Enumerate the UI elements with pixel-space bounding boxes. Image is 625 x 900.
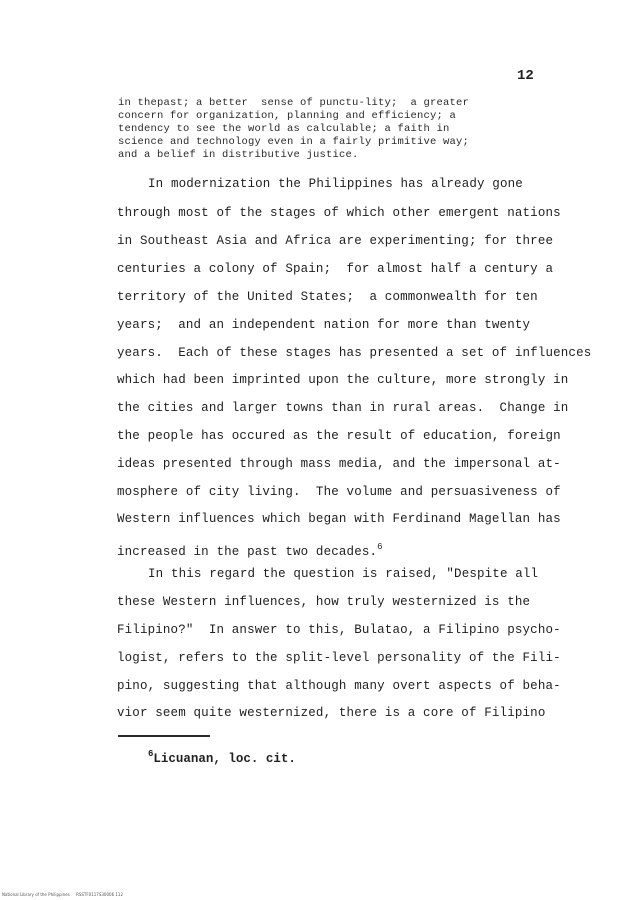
body-line: pino, suggesting that although many overt aspects of beha- [117, 679, 561, 693]
body-line: in Southeast Asia and Africa are experimenting; for three [117, 234, 554, 248]
page-number: 12 [517, 68, 534, 84]
body-line: ideas presented through mass media, and the impersonal at- [117, 457, 561, 471]
body-line: vior seem quite westernized, there is a core of Filipino [117, 706, 546, 720]
quote-line: in thepast; a better sense of punctu-lity; a greater [118, 97, 470, 109]
footnote-reference: 6 [377, 542, 383, 552]
body-line-text: increased in the past two decades. [117, 545, 378, 559]
footnote-divider [118, 735, 210, 737]
body-line: logist, refers to the split-level personality of the Fili- [117, 651, 561, 665]
quote-line: tendency to see the world as calculable; a faith in [118, 123, 450, 135]
scanner-label: National Library of the Philippines RSSTF0117S30006 112 [2, 892, 124, 897]
body-line: the people has occured as the result of education, foreign [117, 429, 561, 443]
body-line: Western influences which began with Ferdinand Magellan has [117, 512, 561, 526]
footnote-text: Licuanan, loc. cit. [153, 752, 296, 766]
body-line: years. Each of these stages has presented a set of influences [117, 346, 592, 360]
quote-line: concern for organization, planning and efficiency; a [118, 110, 457, 122]
quote-line: and a belief in distributive justice. [118, 149, 359, 161]
body-line: through most of the stages of which other emergent nations [117, 206, 561, 220]
footnote-number: 6 [148, 749, 154, 759]
body-line: territory of the United States; a commonwealth for ten [117, 290, 538, 304]
body-line: the cities and larger towns than in rural areas. Change in [117, 401, 569, 415]
body-line: which had been imprinted upon the culture, more strongly in [117, 373, 569, 387]
body-line: centuries a colony of Spain; for almost half a century a [117, 262, 554, 276]
body-line: In modernization the Philippines has already gone [148, 177, 523, 191]
body-line: Filipino?" In answer to this, Bulatao, a Filipino psycho- [117, 623, 561, 637]
body-line [117, 539, 383, 560]
body-line: mosphere of city living. The volume and persuasiveness of [117, 485, 561, 499]
body-line: years; and an independent nation for more than twenty [117, 318, 531, 332]
footnote [148, 749, 296, 766]
body-line: In this regard the question is raised, "Despite all [148, 567, 539, 581]
quote-line: science and technology even in a fairly primitive way; [118, 136, 470, 148]
body-line: these Western influences, how truly westernized is the [117, 595, 531, 609]
